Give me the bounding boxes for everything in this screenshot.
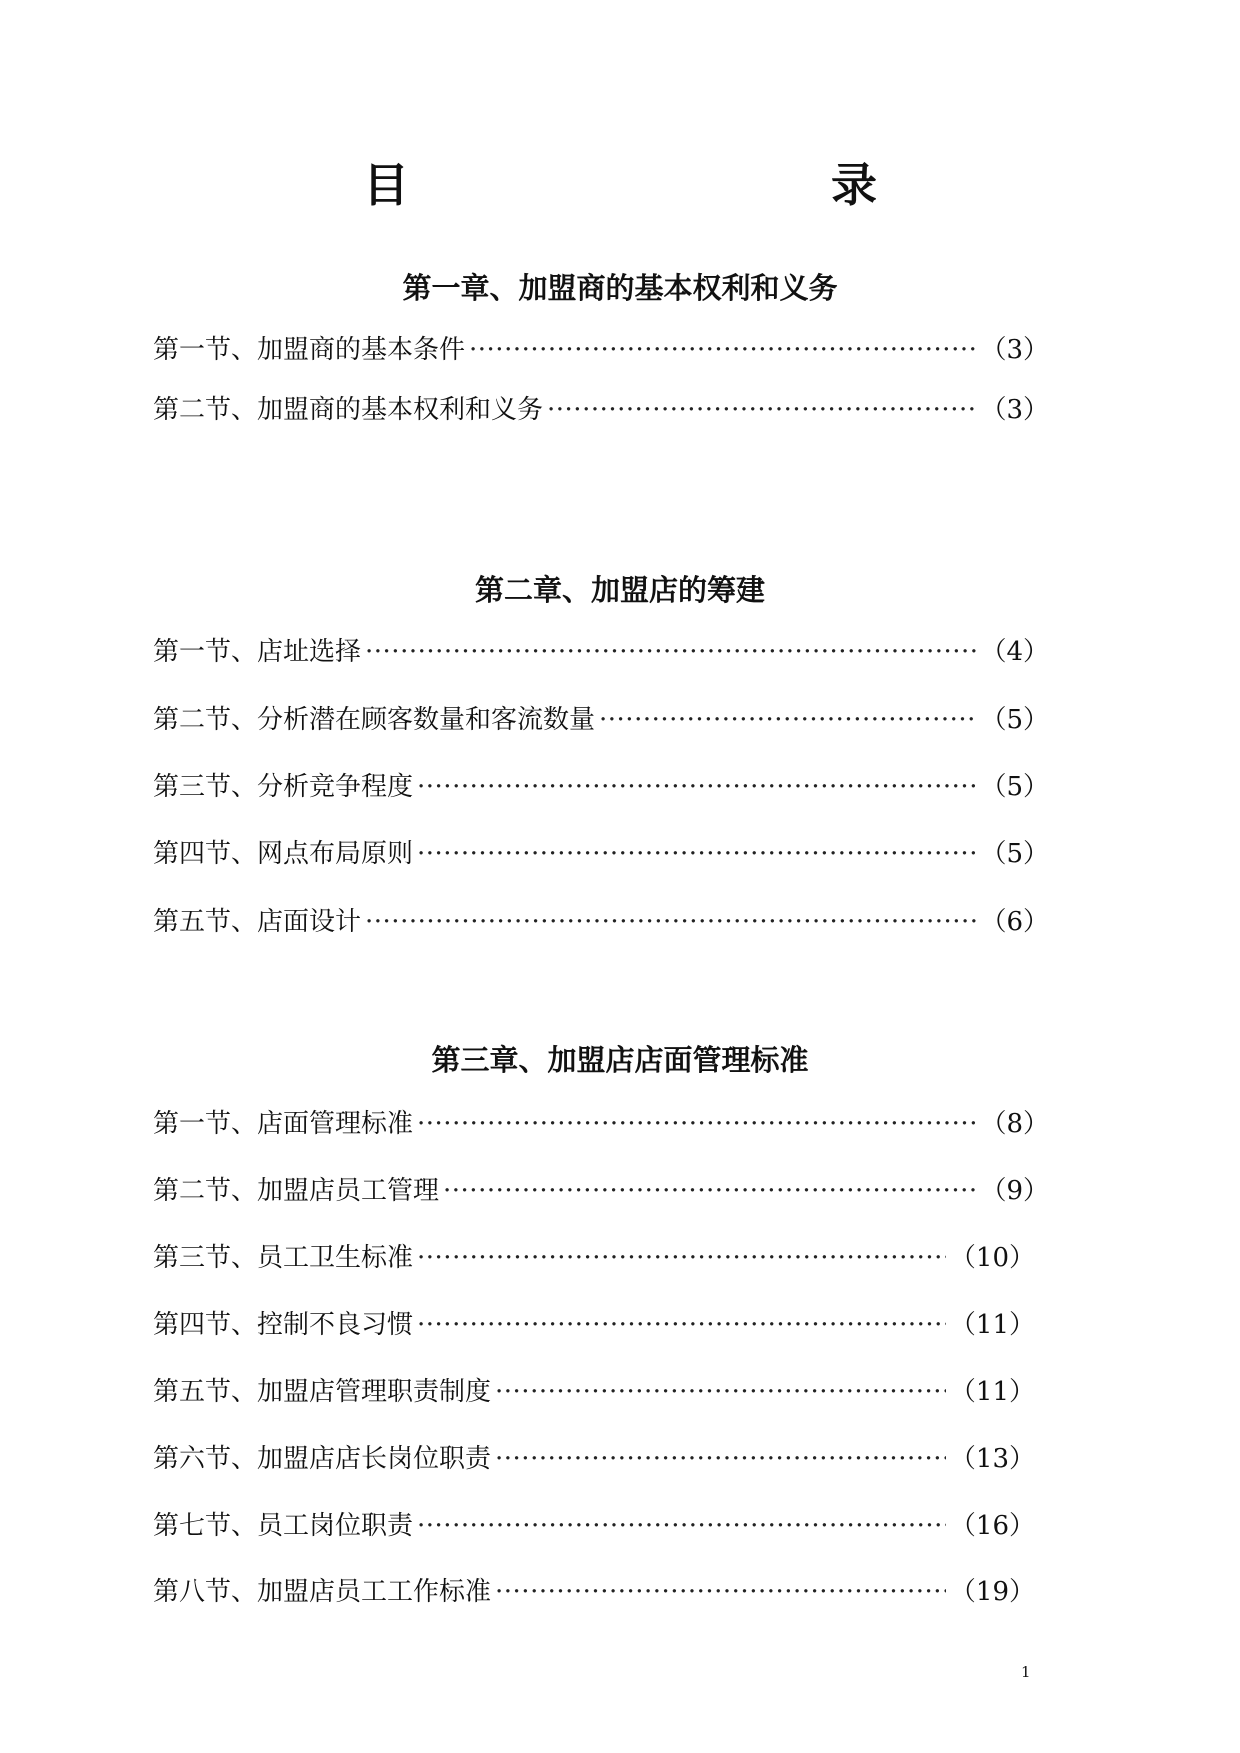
toc-entry-page: （10） [949, 1243, 1035, 1273]
dot-leader [417, 834, 976, 874]
toc-entry-page: （3） [980, 395, 1049, 425]
toc-entry-page: （13） [949, 1444, 1035, 1474]
toc-entry[interactable] [153, 1506, 1035, 1546]
toc-entry-label: 第六节、加盟店店长岗位职责 [153, 1444, 492, 1474]
toc-entry-label: 第五节、加盟店管理职责制度 [153, 1377, 492, 1407]
toc-entry-page: （19） [949, 1577, 1035, 1607]
toc-entry-page: （8） [980, 1109, 1049, 1139]
toc-entry[interactable] [153, 330, 1049, 370]
dot-leader [495, 1439, 946, 1479]
chapter-heading: 第二章、加盟店的筹建 [474, 573, 765, 607]
toc-entry-page: （4） [980, 637, 1049, 667]
toc-entry[interactable] [153, 1439, 1035, 1479]
toc-entry-page: （5） [980, 839, 1049, 869]
toc-entry[interactable] [153, 1104, 1049, 1144]
chapter-heading: 第一章、加盟商的基本权利和义务 [402, 271, 838, 305]
toc-entry-page: （3） [980, 335, 1049, 365]
toc-entry-label: 第五节、店面设计 [153, 907, 362, 937]
dot-leader [417, 1104, 976, 1144]
toc-entry[interactable] [153, 834, 1049, 874]
toc-entry[interactable] [153, 700, 1049, 740]
toc-entry-label: 第四节、控制不良习惯 [153, 1310, 414, 1340]
toc-entry-page: （11） [949, 1377, 1035, 1407]
dot-leader [443, 1171, 976, 1211]
toc-entry-page: （11） [949, 1310, 1035, 1340]
toc-entry[interactable] [153, 1171, 1049, 1211]
chapter-heading: 第三章、加盟店店面管理标准 [431, 1043, 809, 1077]
toc-entry-label: 第七节、员工岗位职责 [153, 1511, 414, 1541]
toc-entry-page: （9） [980, 1176, 1049, 1206]
toc-entry-page: （5） [980, 772, 1049, 802]
dot-leader [417, 1238, 946, 1278]
toc-entry-page: （16） [949, 1511, 1035, 1541]
toc-entry[interactable] [153, 1572, 1035, 1612]
toc-entry[interactable] [153, 767, 1049, 807]
toc-entry-label: 第一节、店面管理标准 [153, 1109, 414, 1139]
toc-entry-label: 第四节、网点布局原则 [153, 839, 414, 869]
toc-entry[interactable] [153, 390, 1049, 430]
toc-title: 目 录 [363, 158, 987, 212]
page-number: 1 [1021, 1663, 1031, 1681]
toc-entry-label: 第二节、加盟商的基本权利和义务 [153, 395, 544, 425]
dot-leader [365, 902, 976, 942]
toc-entry-label: 第一节、店址选择 [153, 637, 362, 667]
dot-leader [365, 632, 976, 672]
toc-entry[interactable] [153, 902, 1049, 942]
toc-entry-label: 第二节、分析潜在顾客数量和客流数量 [153, 705, 596, 735]
toc-entry-page: （6） [980, 907, 1049, 937]
toc-entry[interactable] [153, 632, 1049, 672]
dot-leader [469, 330, 976, 370]
toc-entry-label: 第八节、加盟店员工工作标准 [153, 1577, 492, 1607]
dot-leader [417, 1305, 946, 1345]
toc-entry[interactable] [153, 1238, 1035, 1278]
toc-entry[interactable] [153, 1305, 1035, 1345]
toc-entry-label: 第二节、加盟店员工管理 [153, 1176, 440, 1206]
dot-leader [417, 1506, 946, 1546]
dot-leader [495, 1372, 946, 1412]
dot-leader [547, 390, 976, 430]
toc-entry[interactable] [153, 1372, 1035, 1412]
dot-leader [417, 767, 976, 807]
toc-entry-label: 第三节、员工卫生标准 [153, 1243, 414, 1273]
toc-entry-label: 第三节、分析竞争程度 [153, 772, 414, 802]
dot-leader [495, 1572, 946, 1612]
toc-entry-label: 第一节、加盟商的基本条件 [153, 335, 466, 365]
toc-entry-page: （5） [980, 705, 1049, 735]
dot-leader [599, 700, 976, 740]
